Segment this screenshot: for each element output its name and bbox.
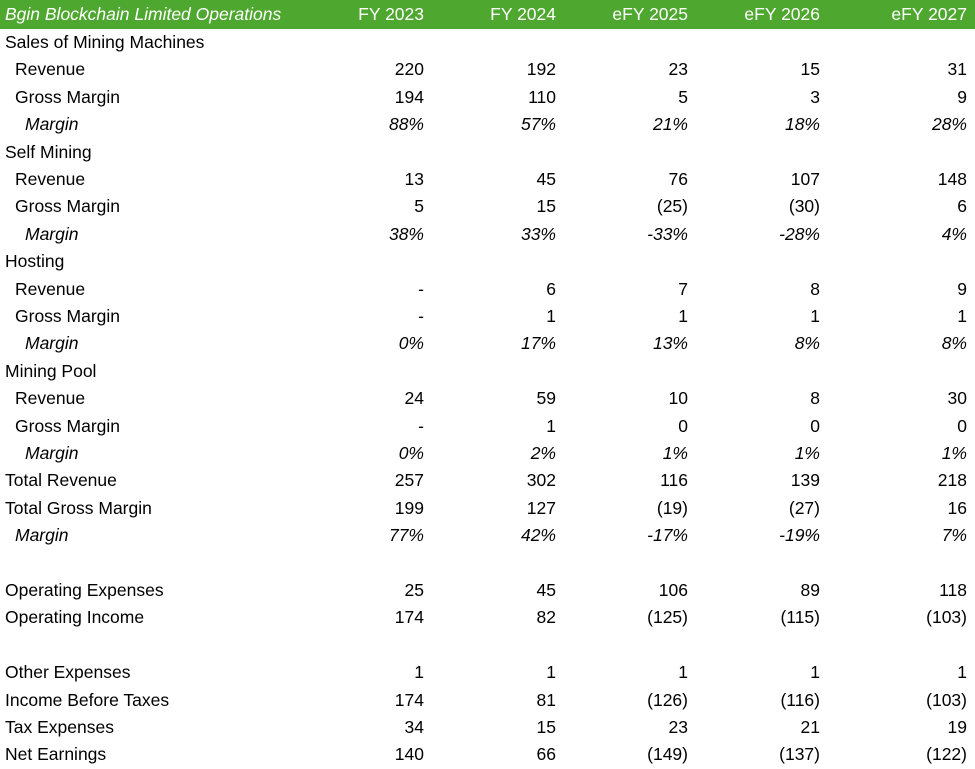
row-value: 1	[678, 662, 688, 683]
row-value: 0	[810, 415, 820, 436]
row-value: 0%	[398, 333, 424, 354]
row-value: 16	[947, 497, 967, 518]
row-value: (122)	[926, 744, 967, 765]
row-value: -	[418, 415, 424, 436]
row-value: 1	[957, 306, 967, 326]
table-row	[0, 84, 975, 111]
row-value: 15	[536, 196, 556, 217]
row-value: 5	[678, 86, 688, 107]
row-label: Self Mining	[5, 141, 92, 162]
row-value: 116	[660, 470, 688, 491]
row-value: 0	[678, 415, 688, 436]
table-row	[0, 248, 975, 275]
table-row	[0, 303, 975, 330]
row-value: (103)	[926, 607, 967, 628]
row-label: Operating Income	[5, 607, 145, 628]
row-value: 257	[394, 470, 424, 491]
row-value: 24	[404, 388, 424, 409]
row-value: 10	[668, 388, 688, 409]
table-row	[0, 687, 975, 714]
row-value: 76	[668, 169, 688, 189]
row-value: 1	[546, 415, 556, 436]
table-row	[0, 385, 975, 412]
row-value: 0%	[398, 443, 424, 463]
table-row	[0, 166, 975, 193]
row-value: 6	[957, 196, 967, 217]
table-row	[0, 139, 975, 166]
row-value: 9	[957, 278, 967, 299]
row-value: -33%	[647, 223, 688, 244]
row-value: 218	[937, 470, 967, 491]
row-value: 0	[957, 415, 967, 436]
row-value: 77%	[388, 525, 424, 546]
row-label: Tax Expenses	[5, 717, 114, 737]
row-label: Margin	[25, 333, 79, 354]
row-value: 18%	[784, 114, 820, 135]
row-label: Operating Expenses	[5, 580, 164, 600]
row-value: 1	[414, 662, 424, 683]
row-value: 30	[947, 388, 967, 409]
row-label: Gross Margin	[15, 415, 121, 436]
row-value: 31	[947, 59, 967, 80]
row-label: Revenue	[15, 59, 86, 80]
column-header: eFY 2027	[891, 4, 967, 24]
table-row	[0, 330, 975, 357]
row-value: (126)	[647, 689, 688, 710]
row-value: 139	[790, 470, 820, 491]
table-row	[0, 495, 975, 522]
row-value: 88%	[388, 114, 424, 135]
table-row	[0, 550, 975, 577]
row-value: 1	[546, 306, 556, 326]
row-value: 7%	[941, 525, 967, 546]
row-value: (27)	[788, 497, 820, 518]
table-row	[0, 632, 975, 659]
row-value: 1	[810, 306, 820, 326]
row-value: 25	[404, 580, 424, 600]
row-label: Margin	[25, 223, 79, 244]
table-row	[0, 193, 975, 220]
row-value: 148	[937, 169, 967, 189]
table-row	[0, 741, 975, 768]
row-value: 1%	[794, 443, 820, 463]
row-value: 8%	[941, 333, 967, 354]
row-value: 118	[939, 580, 967, 600]
row-value: 13	[404, 169, 424, 189]
row-value: 174	[394, 689, 424, 710]
row-value: 33%	[520, 223, 556, 244]
row-value: 140	[394, 744, 424, 765]
row-value: 194	[394, 86, 424, 107]
column-header: FY 2024	[490, 4, 556, 24]
row-value: 42%	[520, 525, 556, 546]
table-row	[0, 659, 975, 686]
row-value: 23	[668, 717, 688, 737]
row-label: Total Gross Margin	[5, 497, 152, 518]
row-value: 9	[957, 86, 967, 107]
row-value: 1	[810, 662, 820, 683]
row-label: Other Expenses	[5, 662, 131, 683]
row-value: 17%	[520, 333, 556, 354]
row-value: 192	[526, 59, 556, 80]
row-value: (125)	[647, 607, 688, 628]
table-row	[0, 714, 975, 741]
row-value: 220	[394, 59, 424, 80]
row-value: 19	[947, 717, 967, 737]
row-value: (25)	[656, 196, 688, 217]
row-value: 13%	[652, 333, 688, 354]
row-value: 45	[536, 580, 556, 600]
row-label: Revenue	[15, 169, 86, 189]
row-value: 34	[404, 717, 424, 737]
row-value: -	[418, 306, 424, 326]
table-row	[0, 358, 975, 385]
row-value: (30)	[788, 196, 820, 217]
table-row	[0, 221, 975, 248]
row-value: (19)	[656, 497, 688, 518]
row-label: Margin	[15, 525, 69, 546]
row-value: 59	[536, 388, 556, 409]
row-value: 15	[800, 59, 820, 80]
row-value: (115)	[780, 607, 820, 628]
row-label: Gross Margin	[15, 86, 121, 107]
row-label: Revenue	[15, 388, 86, 409]
row-value: 45	[536, 169, 556, 189]
row-value: 1%	[941, 443, 967, 463]
row-label: Margin	[25, 443, 79, 463]
row-value: 8	[810, 278, 820, 299]
table-row	[0, 56, 975, 83]
row-label: Revenue	[15, 278, 86, 299]
row-value: (116)	[780, 689, 820, 710]
table-row	[0, 522, 975, 549]
row-value: 28%	[931, 114, 967, 135]
row-value: 21%	[652, 114, 688, 135]
row-value: 15	[536, 717, 556, 737]
row-value: -19%	[779, 525, 820, 546]
row-value: 4%	[941, 223, 967, 244]
row-value: 81	[536, 689, 556, 710]
row-value: 127	[526, 497, 556, 518]
row-value: 199	[394, 497, 424, 518]
row-label: Sales of Mining Machines	[5, 32, 205, 52]
table-row	[0, 467, 975, 494]
column-header: FY 2023	[358, 4, 424, 24]
row-value: 8	[810, 388, 820, 409]
row-label: Gross Margin	[15, 196, 121, 217]
row-value: (103)	[926, 689, 967, 710]
row-value: (149)	[647, 744, 688, 765]
row-value: 174	[394, 607, 424, 628]
row-label: Hosting	[5, 251, 65, 272]
row-value: 1%	[662, 443, 688, 463]
table-row	[0, 440, 975, 467]
row-value: 302	[526, 470, 556, 491]
table-row	[0, 111, 975, 138]
row-label: Total Revenue	[5, 470, 117, 491]
row-value: 1	[957, 662, 967, 683]
row-label: Margin	[25, 114, 79, 135]
row-value: -28%	[779, 223, 820, 244]
row-value: 1	[546, 662, 556, 683]
row-value: 7	[678, 278, 688, 299]
row-label: Net Earnings	[5, 744, 107, 765]
row-value: 2%	[530, 443, 556, 463]
row-value: 3	[810, 86, 820, 107]
row-value: 21	[800, 717, 820, 737]
table-row	[0, 29, 975, 56]
table-row	[0, 413, 975, 440]
row-value: (137)	[779, 744, 820, 765]
row-label: Gross Margin	[15, 306, 121, 326]
row-value: 89	[800, 580, 820, 600]
column-header: eFY 2025	[612, 4, 688, 24]
table-title: Bgin Blockchain Limited Operations	[5, 4, 282, 24]
column-header: eFY 2026	[744, 4, 820, 24]
row-value: 6	[546, 278, 556, 299]
row-value: 8%	[794, 333, 820, 354]
row-value: -	[418, 278, 424, 299]
row-value: 23	[668, 59, 688, 80]
row-value: 106	[658, 580, 688, 600]
table-row	[0, 577, 975, 604]
row-value: 38%	[388, 223, 424, 244]
row-label: Income Before Taxes	[5, 689, 170, 710]
row-value: 5	[414, 196, 424, 217]
table-row	[0, 604, 975, 631]
row-value: -17%	[647, 525, 688, 546]
row-value: 82	[536, 607, 556, 628]
row-value: 1	[678, 306, 688, 326]
row-label: Mining Pool	[5, 360, 97, 381]
table-row	[0, 276, 975, 303]
row-value: 110	[528, 86, 556, 107]
header-row	[0, 0, 975, 29]
row-value: 107	[790, 169, 820, 189]
row-value: 66	[536, 744, 556, 765]
row-value: 57%	[520, 114, 556, 135]
